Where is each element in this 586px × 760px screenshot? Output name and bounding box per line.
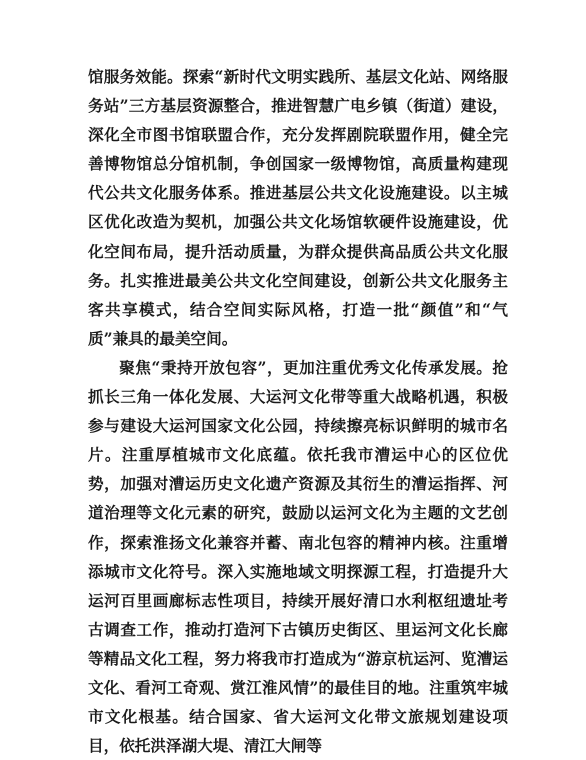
body-text <box>88 62 508 760</box>
paragraph-cultural-heritage: 聚焦“秉持开放包容”，更加注重优秀文化传承发展。抢抓长三角一体化发展、大运河文化带等重大战略机遇，积极参与建设大运河国家文化公园，持续擦亮标识鲜明的城市名片。注重厚植城市文化底蕴。依托我市漕运中心的区位优势，加强对漕运历史文化遗产资源及其衍生的漕运指挥、河道治理等文化元素的研究，鼓励以运河文化为主题的文艺创作，探索淮扬文化兼容并蓄、南北包容的精神内核。注重增添城市文化符号。深入实施地域文明探源工程，打造提升大运河百里画廊标志性项目，持续开展好清口水利枢纽遗址考古调查工作，推动打造河下古镇历史街区、里运河文化长廊等精品文化工程，努力将我市打造成为“游京杭运河、览漕运文化、看河工奇观、赏江淮风情”的最佳目的地。注重筑牢城市文化根基。结合国家、省大运河文化带文旅规划建设项目，依托洪泽湖大堤、清江大闸等 <box>88 357 508 756</box>
paragraph-continued: 馆服务效能。探索“新时代文明实践所、基层文化站、网络服务站”三方基层资源整合，推进智慧广电乡镇（街道）建设，深化全市图书馆联盟合作，充分发挥剧院联盟作用，健全完善博物馆总分馆机制，争创国家一级博物馆，高质量构建现代公共文化服务体系。推进基层公共文化设施建设。以主城区优化改造为契机，加强公共文化场馆软硬件设施建设，优化空间布局，提升活动质量，为群众提供高品质公共文化服务。扎实推进最美公共文化空间建设，创新公共文化服务主客共享模式，结合空间实际风格，打造一批“颜值”和“气质”兼具的最美空间。 <box>88 67 508 348</box>
